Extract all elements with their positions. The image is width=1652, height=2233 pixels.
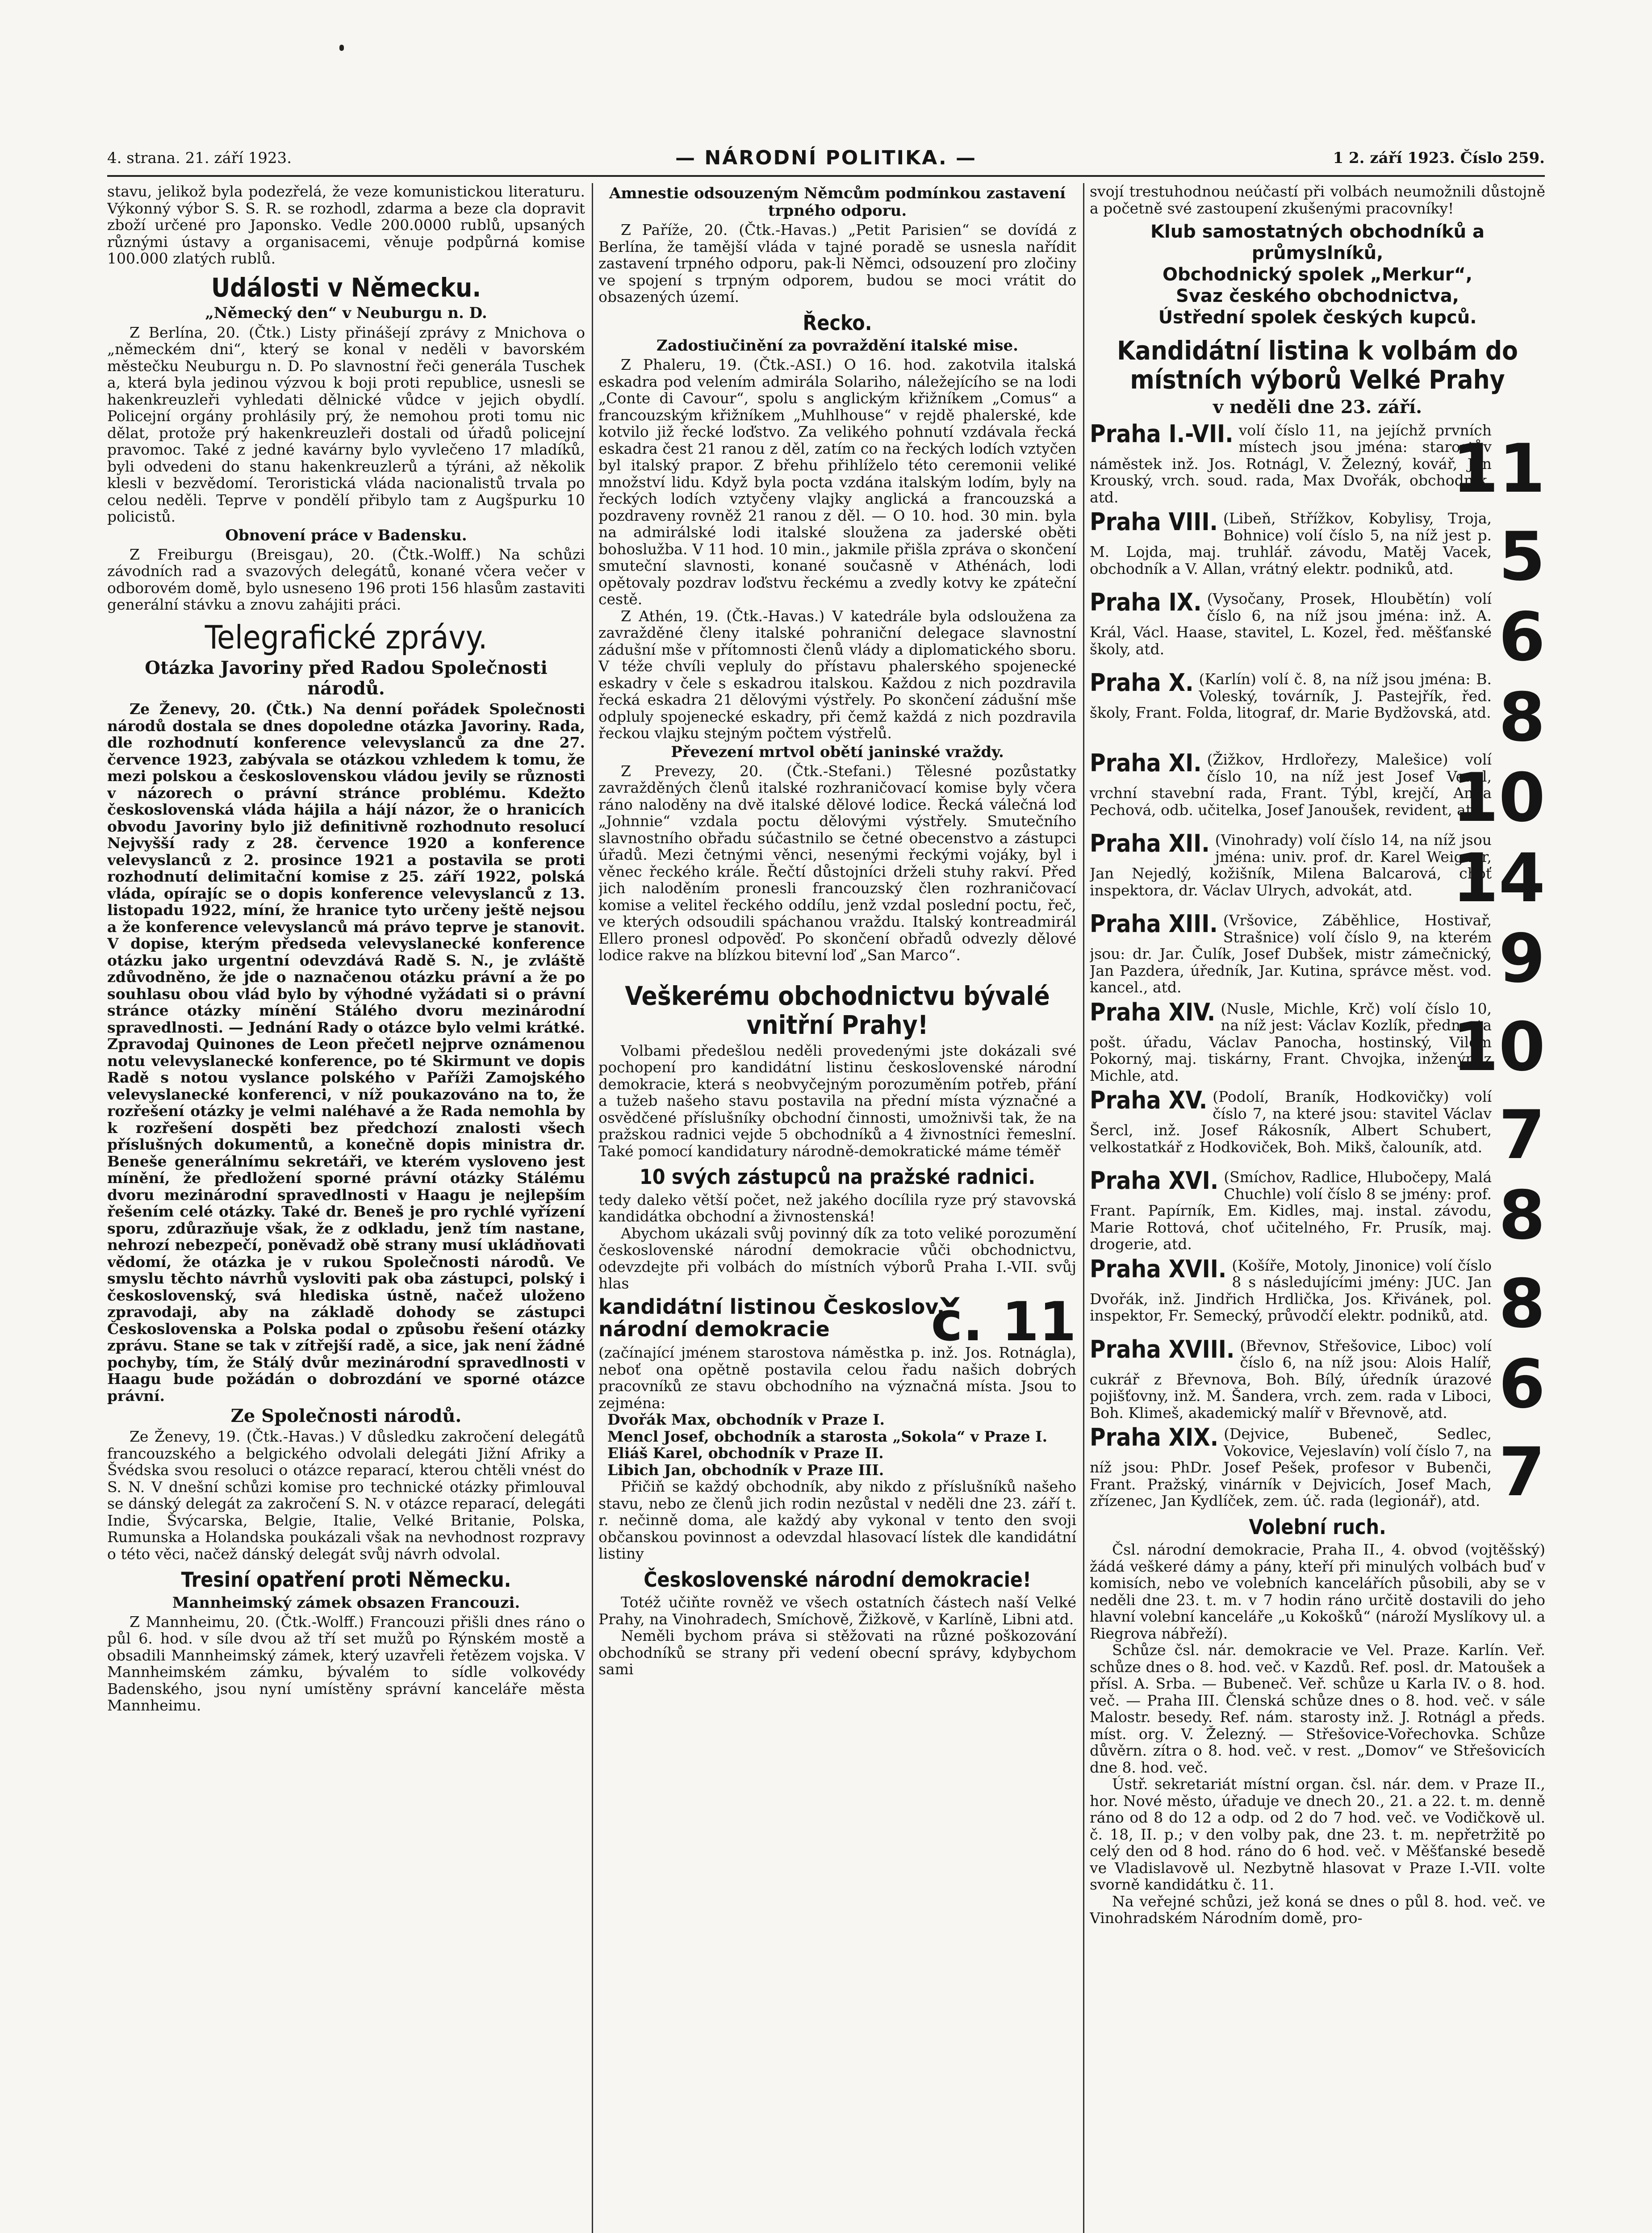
ward-candidates: (Karlín) volí č. 8, na níž jsou jména: B. Voleský, továrník, J. Pastejřík, řed. školy, Frant. Folda, litograf, dr. Marie Bydžovská, atd. xyxy=(1090,670,1492,722)
ward-name: Praha XV. xyxy=(1090,1086,1208,1115)
column-2 xyxy=(598,183,1076,2233)
article-headline: „Německý den“ v Neuburgu n. D. xyxy=(205,304,487,322)
candidate-list-title: Kandidátní listina k volbám do místních výborů Velké Prahy xyxy=(1117,335,1518,395)
article-body: Ústř. sekretariát místní organ. čsl. nár. dem. v Praze II., hor. Nové město, úřaduje ve dnech 20., 21. a 22. t. m. denně ráno od 8 do 12 a odp. od 2 do 7 hod. več. ve Vodičkově ul. č. 18, II. p.; v den volby pak, dne 23. t. m. nepřetržitě po celý den od 8 hod. ráno do 6 hod. več. v Měšťanské besedě ve Vladislavově ul. Nezbytně hlasovat v Praze I.-VII. volte svorně kandidátku č. 11. xyxy=(1090,1775,1545,1894)
article-headline: Převezení mrtvol obětí janinské vraždy. xyxy=(671,743,1004,761)
ward-entry xyxy=(1090,588,1545,677)
article-body: Z Athén, 19. (Čtk.-Havas.) V katedrále byla odsloužena za zavražděné členy italské pohraniční delegace slavnostní zádušní mše v přítomnosti členů vlády a diplomatického sboru. V téže chvíli vepluly do přístavu phalerského spojenecké eskadry v čele s eskadrou italskou. Každou z nich pozdravila řecká eskadra 21 dělovými výstřely. Po skončení zádušní mše odpluly spojenecké eskadry, při čemž každá z nich pozdravila řeckou vlajku stejným počtem výstřelů. xyxy=(598,607,1076,742)
ward-name: Praha X. xyxy=(1090,669,1194,697)
section-title: Události v Německu. xyxy=(211,272,481,303)
list-item: Libich Jan, obchodník v Praze III. xyxy=(607,1461,884,1479)
ward-ballot-number: 6 xyxy=(1498,1345,1545,1423)
article-headline: Mannheimský zámek obsazen Francouzi. xyxy=(172,1593,520,1612)
appeal-title: Veškerému obchodnictvu bývalé vnitřní Prahy! xyxy=(625,980,1050,1040)
article-body: Z Phaleru, 19. (Čtk.-ASI.) O 16. hod. zakotvila italská eskadra pod velením admirála Solariho, náležejícího se na lodi „Conte di Cavour“, spolu s anglickým křižníkem „Comus“ a francouzským křižníkem „Muhlhouse“ v rejdě phalerské, kde kotvilo již řecké loďstvo. Za velikého pohnutí vzdávala řecká eskadra čest 21 ranou z děl, zatím co na řeckých lodích vztyčen byl italský prapor. Z břehu přihlíželo této ceremonii veliké množství lidu. Když byla pocta vzdána italským lodím, byly na řeckých lodích vztyčeny vlajky anglická a francouzská a pozdraveny rovněž 21 ranou z děl. — O 10. hod. 30 min. byla na admirálské lodi italské sloužena za jaderské oběti bohoslužba. V 11 hod. 10 min., jakmile přišla zpráva o skončení smuteční slavnosti, konané současně v Athénách, lodi opětovaly pozdrav loďstvu řeckému a zvedly kotvy ke zpáteční cestě. xyxy=(598,356,1076,608)
ward-ballot-number: 11 xyxy=(1452,430,1545,508)
ward-name: Praha XVII. xyxy=(1090,1254,1227,1283)
appeal-body: Abychom ukázali svůj povinný dík za toto veliké porozumění československé národní demokracie vůči obchodnictvu, odevzdejte při volbách do místních výborů Praha I.-VII. svůj hlas xyxy=(598,1224,1076,1292)
ward-list xyxy=(1090,419,1545,1512)
ward-name: Praha XVIII. xyxy=(1090,1335,1235,1363)
ward-name: Praha XIII. xyxy=(1090,910,1218,938)
article-body: Z Freiburgu (Breisgau), 20. (Čtk.-Wolff.) Na schůzi závodních rad a svazových delegátů, konané včera večer v odborovém domě, bylo usneseno 196 proti 156 hlasům zastaviti generální stávku a znovu zahájiti práci. xyxy=(107,545,585,614)
appeal-body: Přičiň se každý obchodník, aby nikdo z příslušníků našeho stavu, nebo ze členů jich rodin nezůstal v neděli dne 23. září t. r. nečinně doma, ale každý aby vykonal v tento den svoji občanskou povinnost a odevzdal hlasovací lístek dle kandidátní listiny xyxy=(598,1478,1076,1562)
ward-entry xyxy=(1090,829,1545,918)
organization-name: Obchodnický spolek „Merkur“, xyxy=(1163,264,1472,285)
section-title: Telegrafické zprávy. xyxy=(205,618,488,656)
ward-candidates: (Košíře, Motoly, Jinonice) volí číslo 8 s následujícími jmény: JUC. Jan Dvořák, inž. Jindřich Hrdlička, Jos. Křivánek, pol. inspektor, Fr. Semecký, průvodčí elektr. podniků, atd. xyxy=(1090,1256,1492,1325)
article-body: Ze Ženevy, 20. (Čtk.) Na denní pořádek Společnosti národů dostala se dnes dopoledne otázka Javoriny. Rada, dle rozhodnutí konference velevyslanců za dne 27. července 1923, zabývala se otázkou vzhledem k tomu, že mezi polskou a československou vládou jevily se různosti v názorech o právní stránce problému. Kdežto československá vláda hájila a hájí názor, že o hranicích obvodu Javoriny bylo již definitivně rozhodnuto resolucí Nejvyšší rady z 28. července 1920 a konference velevyslanců z 2. prosince 1921 a postavila se proti rozhodnutí delimitační komise z 25. září 1922, polská vláda, opírajíc se o dopis konference velevyslanců z 13. listopadu 1922, míní, že hranice tyto určeny ještě nejsou a že konference velevyslanců má právo teprve je stanovit. V dopise, kterým předseda velevyslanecké konference otázku jako urgentní odevzdává Radě S. N., je zvláště zdůvodněno, že jde o naznačenou otázku právní a že po souhlasu obou vlád bylo by výhodné vyžádati si o právní stránce otázky mínění Stálého dvoru mezinárodní spravedlnosti. — Jednání Rady o otázce bylo velmi krátké. Zpravodaj Quinones de Leon přečetl nejprve oznámenou notu velevyslanecké konference, po té Skirmunt ve dopis Radě s notou vyslance polského v Paříži Zamojského velevyslanecké konferenci, v níž poukazováno na to, že rozřešení otázky je velmi naléhavé a že Rada nemohla by k rozřešení dospěti bez předchozí znalosti všech příslušných dokumentů, a konečně dopis ministra dr. Benešе generálnímu sekretáři, ve kterém vysloveno jest mínění, že předložení sporné právní otázky Stálému dvoru mezinárodní spravedlnosti v Haagu je nejlepším řešením celé otázky. Také dr. Beneš je pro rychlé vyřízení sporu, zdůrazňuje však, že z odkladu, jenž tím nastane, nehrozí nebezpečí, poněvadž obě strany musí ukládňovati vědomí, že otázka je v rukou Společnosti národů. Ve smyslu těchto návrhů vysloviti pak oba zástupci, polský i československý, svá hlediska ústně, načež uloženo zpravodaji, aby na základě dohody se zástupci Československa a Polska podal o způsobu řešení otázky zprávu. Stane se tak v zítřejší radě, a sice, jak není žádné pochyby, tím, že Stálý dvůr mezinárodní spravedlnosti v Haagu bude požádán o dobrozdání ve sporné otázce právní. xyxy=(107,700,585,1405)
ward-entry xyxy=(1090,1423,1545,1512)
candidate-name-list xyxy=(598,1411,1076,1478)
ward-candidates: (Smíchov, Radlice, Hlubočepy, Malá Chuchle) volí číslo 8 se jmény: prof. Frant. Papírník, Em. Kidles, maj. instal. závodu, Marie Rottová, choť učitelného, Fr. Prusík, maj. drogerie, atd. xyxy=(1090,1168,1492,1253)
list-item: Eliáš Karel, obchodník v Praze II. xyxy=(607,1444,884,1462)
appeal-body: Neměli bychom práva si stěžovati na různé poškozování obchodníků se strany při vedení obecní správy, kdybychom sami xyxy=(598,1627,1076,1678)
appeal-body: Totéž učiňte rovněž ve všech ostatních částech naší Velké Prahy, na Vinohradech, Smíchově, Žižkově, v Karlíně, Libni atd. xyxy=(598,1593,1076,1628)
ward-ballot-number: 10 xyxy=(1452,1008,1545,1086)
ward-name: Praha I.-VII. xyxy=(1090,419,1234,448)
ward-ballot-number: 9 xyxy=(1498,920,1545,998)
ward-entry xyxy=(1090,419,1545,508)
ward-entry xyxy=(1090,912,1545,996)
organization-name: Ústřední spolek českých kupců. xyxy=(1158,307,1477,328)
article-body: Z Prevezy, 20. (Čtk.-Stefani.) Tělesné pozůstatky zavražděných členů italské rozhraničovací komise byly včera ráno naloděny na dvě italské dělové lodice. Řecká válečná loď „Johnnie“ vzdala poctu dělovými výstřely. Smutečního slavnostního obřadu súčastnilo se četné obecenstvo a zástupci úřadů. Mezi četnými věnci, nesenými řeckými vojáky, byl i věnec řeckého krále. Řečtí důstojníci drželi stuhy rakví. Před jich naloděním pronesli francouzský člen rozhraničovací komise a velitel řeckého oddílu, jenž vzdal poslední poctu, řeč, ve kterých odsoudili spáchanou vraždu. Italský kontreadmirál Ellero pronesl odpověď. Po skončení obřadů odvezly dělové lodice rakve na blízkou bitevní loď „San Marco“. xyxy=(598,762,1076,964)
column-divider xyxy=(592,183,593,2233)
header-issue-number: 1 2. září 1923. Číslo 259. xyxy=(1333,149,1545,167)
ward-ballot-number: 6 xyxy=(1498,598,1545,677)
ward-entry xyxy=(1090,1254,1545,1343)
ward-entry xyxy=(1090,749,1545,837)
ballot-number: č. 11 xyxy=(931,1291,1076,1353)
ward-name: Praha XIX. xyxy=(1090,1423,1219,1452)
ward-ballot-number: 5 xyxy=(1498,518,1545,596)
appeal-body: Volbami předešlou neděli provedenými jste dokázali své pochopení pro kandidátní listinu československé národní demokracie, která s neobvyčejným porozuměním potřeb, přání a tužeb našeho stavu postavila na přední místa význačné a osvědčené příslušníky obchodní činnosti, umožnivši tak, že na pražskou radnici vejde 5 obchodníků a 4 živnostníci řemeslní. Také pomocí kandidatury národně-demokratické máme téměř xyxy=(598,1041,1076,1160)
ballot-callout xyxy=(598,1291,1076,1353)
ward-name: Praha XIV. xyxy=(1090,998,1216,1026)
appeal-body: tedy daleko větší počet, než jakého docílila ryze prý stavovská kandidátka obchodní a živnostenská! xyxy=(598,1191,1076,1225)
page-header xyxy=(107,144,1545,177)
ward-candidates: (Vršovice, Záběhlice, Hostivař, Strašnice) volí číslo 9, na kterém jsou: dr. Jar. Čulík, Josef Dubšek, mistr zámečnický, Jan Pazdera, úředník, Jar. Kutina, správce měst. vod. kancel., atd. xyxy=(1090,912,1492,996)
section-title: Tresiní opatření proti Německu. xyxy=(181,1568,511,1592)
list-item: Dvořák Max, obchodník v Praze I. xyxy=(607,1411,885,1428)
ward-candidates: (Dejvice, Bubeneč, Sedlec, Vokovice, Vejeslavín) volí číslo 7, na níž jsou: PhDr. Josef Pešek, profesor v Bubenči, Frant. Pražský, vinárník v Dejvicích, Josef Mach, zřízenec, Jan Kydlíček, zem. úč. rada (legionář), atd. xyxy=(1090,1425,1492,1510)
ward-candidates: (Podolí, Braník, Hodkovičky) volí číslo 7, na které jsou: stavitel Václav Šercl, inž. Josef Rákosník, Albert Schubert, velkostatkář z Hodkoviček, Boh. Mikš, čalouník, atd. xyxy=(1090,1088,1492,1156)
article-headline: Zadostiučinění za povraždění italské mise. xyxy=(657,337,1018,355)
ward-name: Praha XVI. xyxy=(1090,1167,1219,1195)
ward-candidates: volí číslo 11, na jejíchž prvních místech jsou jména: starostův náměstek inž. Jos. Rotnágl, V. Železný, kovář, Jan Krouský, vrch. soud. rada, Max Dvořák, obchodník, atd. xyxy=(1090,421,1492,506)
ward-ballot-number: 7 xyxy=(1498,1096,1545,1175)
list-item: Mencl Josef, obchodník a starosta „Sokola“ v Praze I. xyxy=(607,1427,1048,1445)
ward-candidates: (Břevnov, Střešovice, Liboc) volí číslo 6, na níž jsou: Alois Halíř, cukrář z Břevnova, Boh. Bílý, úředník úrazové pojišťovny, inž. M. Šandera, vrch. zem. rada v Liboci, Boh. Klimeš, akademický malíř v Břevnově, atd. xyxy=(1090,1337,1492,1422)
article-continuation: stavu, jelikož byla podezřelá, že veze komunistickou literaturu. Výkonný výbor S. S. R. se rozhodl, zdarma a beze cla dopravit zboží určené pro Japonsko. Vedle 200.0000 rublů, upsaných různými ústavy a organisacemi, věnuje podpůrná komise 100.000 zlatých rublů. xyxy=(107,183,585,267)
section-title: Volební ruch. xyxy=(1249,1514,1386,1539)
ward-ballot-number: 10 xyxy=(1452,759,1545,837)
appeal-body: (začínající jménem starostova náměstka p. inž. Jos. Rotnágla), neboť ona opětně postavila celou řadu našich dobrých pracovníků ze stavu obchodního na význačná místa. Jsou to zejména: xyxy=(598,1344,1076,1412)
ward-candidates: (Žižkov, Hrdlořezy, Malešice) volí číslo 10, na níž jest Josef Vencl, vrchní stavební rada, Frant. Týbl, krejčí, Anna Pechová, odb. učitelka, Josef Janoušek, revident, atd. xyxy=(1090,751,1492,819)
signatory-organizations xyxy=(1090,221,1545,328)
ward-entry xyxy=(1090,508,1545,596)
ward-ballot-number: 8 xyxy=(1498,1177,1545,1255)
ward-candidates: (Libeň, Střížkov, Kobylisy, Troja, Bohnice) volí číslo 5, na níž jest p. M. Lojda, maj. truhlář. závodu, Matěj Vacek, obchodník a V. Allan, vrátný elektr. podniků, atd. xyxy=(1090,510,1492,577)
article-headline: Otázka Javoriny před Radou Společnosti národů. xyxy=(145,657,548,699)
article-body: Čsl. národní demokracie, Praha II., 4. obvod (vojtěšský) žádá veškeré dámy a pány, kteří při minulých volbách buď v komisích, nebo ve volebních kancelářích působili, aby se v neděli dne 23. t. m. v 7 hodin ráno určitě dostavili do jeho hlavní volební kanceláře „u Kokošků“ (nároží Myslíkovy ul. a Riegrova nábřeží). xyxy=(1090,1541,1545,1642)
organization-name: Svaz českého obchodnictva, xyxy=(1176,286,1459,306)
ward-ballot-number: 7 xyxy=(1498,1434,1545,1512)
article-body: Z Mannheimu, 20. (Čtk.-Wolff.) Francouzi přišli dnes ráno o půl 6. hod. v síle dvou až tří set mužů po Rýnském mostě a obsadili Mannheimský zámek, který uzavřeli řetězem vojska. V Mannheimském zámku, bývalém to sídle volkovédy Badenského, jsou nyní umístěny správní kanceláře města Mannheimu. xyxy=(107,1613,585,1714)
article-headline: Obnovení práce v Badensku. xyxy=(225,526,467,544)
ward-entry xyxy=(1090,1169,1545,1253)
article-body: Schůze čsl. nár. demokracie ve Vel. Praze. Karlín. Veř. schůze dnes o 8. hod. več. v Kazdů. Ref. posl. dr. Matoušek a přísl. A. Srba. — Bubeneč. Veř. schůze u Karla IV. o 8. hod. več. — Praha III. Členská schůze dnes o 8. hod. več. v sále Malostr. besedy. Ref. nám. starosty inž. J. Rotnágl a předs. míst. org. V. Železný. — Střešovice-Vořechovka. Schůze důvěrn. zítra o 8. hod. več. v rest. „Domov“ ve Střešovicích dne 8. hod. več. xyxy=(1090,1641,1545,1776)
appeal-highlight: 10 svých zástupců na pražské radnici. xyxy=(639,1165,1036,1189)
article-body: Ze Ženevy, 19. (Čtk.-Havas.) V důsledku zakročení delegátů francouzského a belgického odvolali delegáti Jižní Afriky a Švédska svou resoluci o otázce reparací, kterou chtěli vnést do S. N. V dnešní schůzi komise pro technické otázky přimlouval se dánský delegát za zakročení S. N. v otázce reparací, delegáti Indie, Švýcarska, Belgie, Italie, Velké Britanie, Polska, Rumunska a Holandska poukázali však na nevhodnost rozpravy o této věci, načež dánský delegát svůj návrh odvolal. xyxy=(107,1428,585,1563)
article-body: Na veřejné schůzi, jež koná se dnes o půl 8. hod. več. ve Vinohradském Národním domě, pro- xyxy=(1090,1892,1545,1927)
ward-name: Praha XI. xyxy=(1090,749,1202,778)
ward-candidates: (Nusle, Michle, Krč) volí číslo 10, na níž jest: Václav Kozlík, přednosta pošt. úřadu, Václav Panocha, hostinský, Vilém Pokorný, maj. tiskárny, Frant. Chvojka, inženýr z Michle, atd. xyxy=(1090,999,1492,1084)
ward-entry xyxy=(1090,1000,1545,1084)
header-page-date: 4. strana. 21. září 1923. xyxy=(107,149,292,167)
article-headline: Amnestie odsouzeným Němcům podmínkou zastavení trpného odporu. xyxy=(609,184,1066,220)
column-divider xyxy=(1083,183,1084,2233)
ward-ballot-number: 8 xyxy=(1498,679,1545,757)
ward-candidates: (Vinohrady) volí číslo 14, na níž jsou jména: univ. prof. dr. Karel Weigner, Jan Nejedlý, kožišník, Milena Balcarová, choť inspektora, dr. Václav Ulrych, advokát, atd. xyxy=(1090,831,1492,899)
ward-entry xyxy=(1090,669,1545,757)
ward-ballot-number: 14 xyxy=(1452,840,1545,918)
ward-name: Praha XII. xyxy=(1090,829,1210,858)
appeal-highlight: Československé národní demokracie! xyxy=(644,1567,1031,1592)
ward-name: Praha IX. xyxy=(1090,588,1202,617)
ink-speck xyxy=(339,45,344,51)
ward-candidates: (Vysočany, Prosek, Hloubětín) volí číslo 6, na níž jsou jména: inž. A. Král, Václ. Haase, stavitel, L. Kozel, řed. měšťanské školy, atd. xyxy=(1090,590,1492,658)
article-body: Z Berlína, 20. (Čtk.) Listy přinášejí zprávy z Mnichova o „německém dni“, který se konal v neděli v bavorském městečku Neuburgu n. D. Po slavnostní řeči generála Tuschek a, která byla jedinou výzvou k boji proti republice, usnesli se hakenkreuzleři vyhledati dělnické vůdce v jejich obydlí. Policejní orgány prohlásily prý, že nemohou proti tomu nic dělat, protože prý hakenkreuzleři dostali od úřadů policejní pravomoc. Také z jedné kavárny bylo vyvlečeno 17 mladíků, byli odvedeni do stanu hakenkreuzlerů a týráni, až několik klesli v bezvědomí. Teroristická vláda nacionalistů trvala po celou neděli. Teprve v pondělí přibylo tam z Augšpurku 10 policistů. xyxy=(107,323,585,526)
section-title: Řecko. xyxy=(803,310,872,335)
ward-entry xyxy=(1090,1335,1545,1423)
article-headline: Ze Společnosti národů. xyxy=(230,1405,462,1427)
column-1 xyxy=(107,183,585,2233)
ward-name: Praha VIII. xyxy=(1090,508,1218,536)
ward-entry xyxy=(1090,1086,1545,1175)
article-body: Z Paříže, 20. (Čtk.-Havas.) „Petit Parisien“ se dovídá z Berlína, že tamější vláda v tajné poradě se usnesla nařídit zastavení trpného odporu, pak-li Němci, odsouzení pro zločiny ve spojení s trpným odporem, budou se moci vrátit do obsazených území. xyxy=(598,221,1076,306)
ballot-label: kandidátní listinou Českoslov. národní demokracie xyxy=(598,1294,945,1342)
column-3 xyxy=(1090,183,1545,2233)
candidate-list-subtitle: v neděli dne 23. září. xyxy=(1213,396,1422,418)
appeal-continuation: svojí trestuhodnou neúčastí při volbách neumožnili důstojně a početně své zastoupení zkušenými pracovníky! xyxy=(1090,183,1545,217)
organization-name: Klub samostatných obchodníků a průmyslníků, xyxy=(1150,222,1485,263)
masthead-title: — NÁRODNÍ POLITIKA. — xyxy=(675,146,977,169)
ward-ballot-number: 8 xyxy=(1498,1265,1545,1343)
